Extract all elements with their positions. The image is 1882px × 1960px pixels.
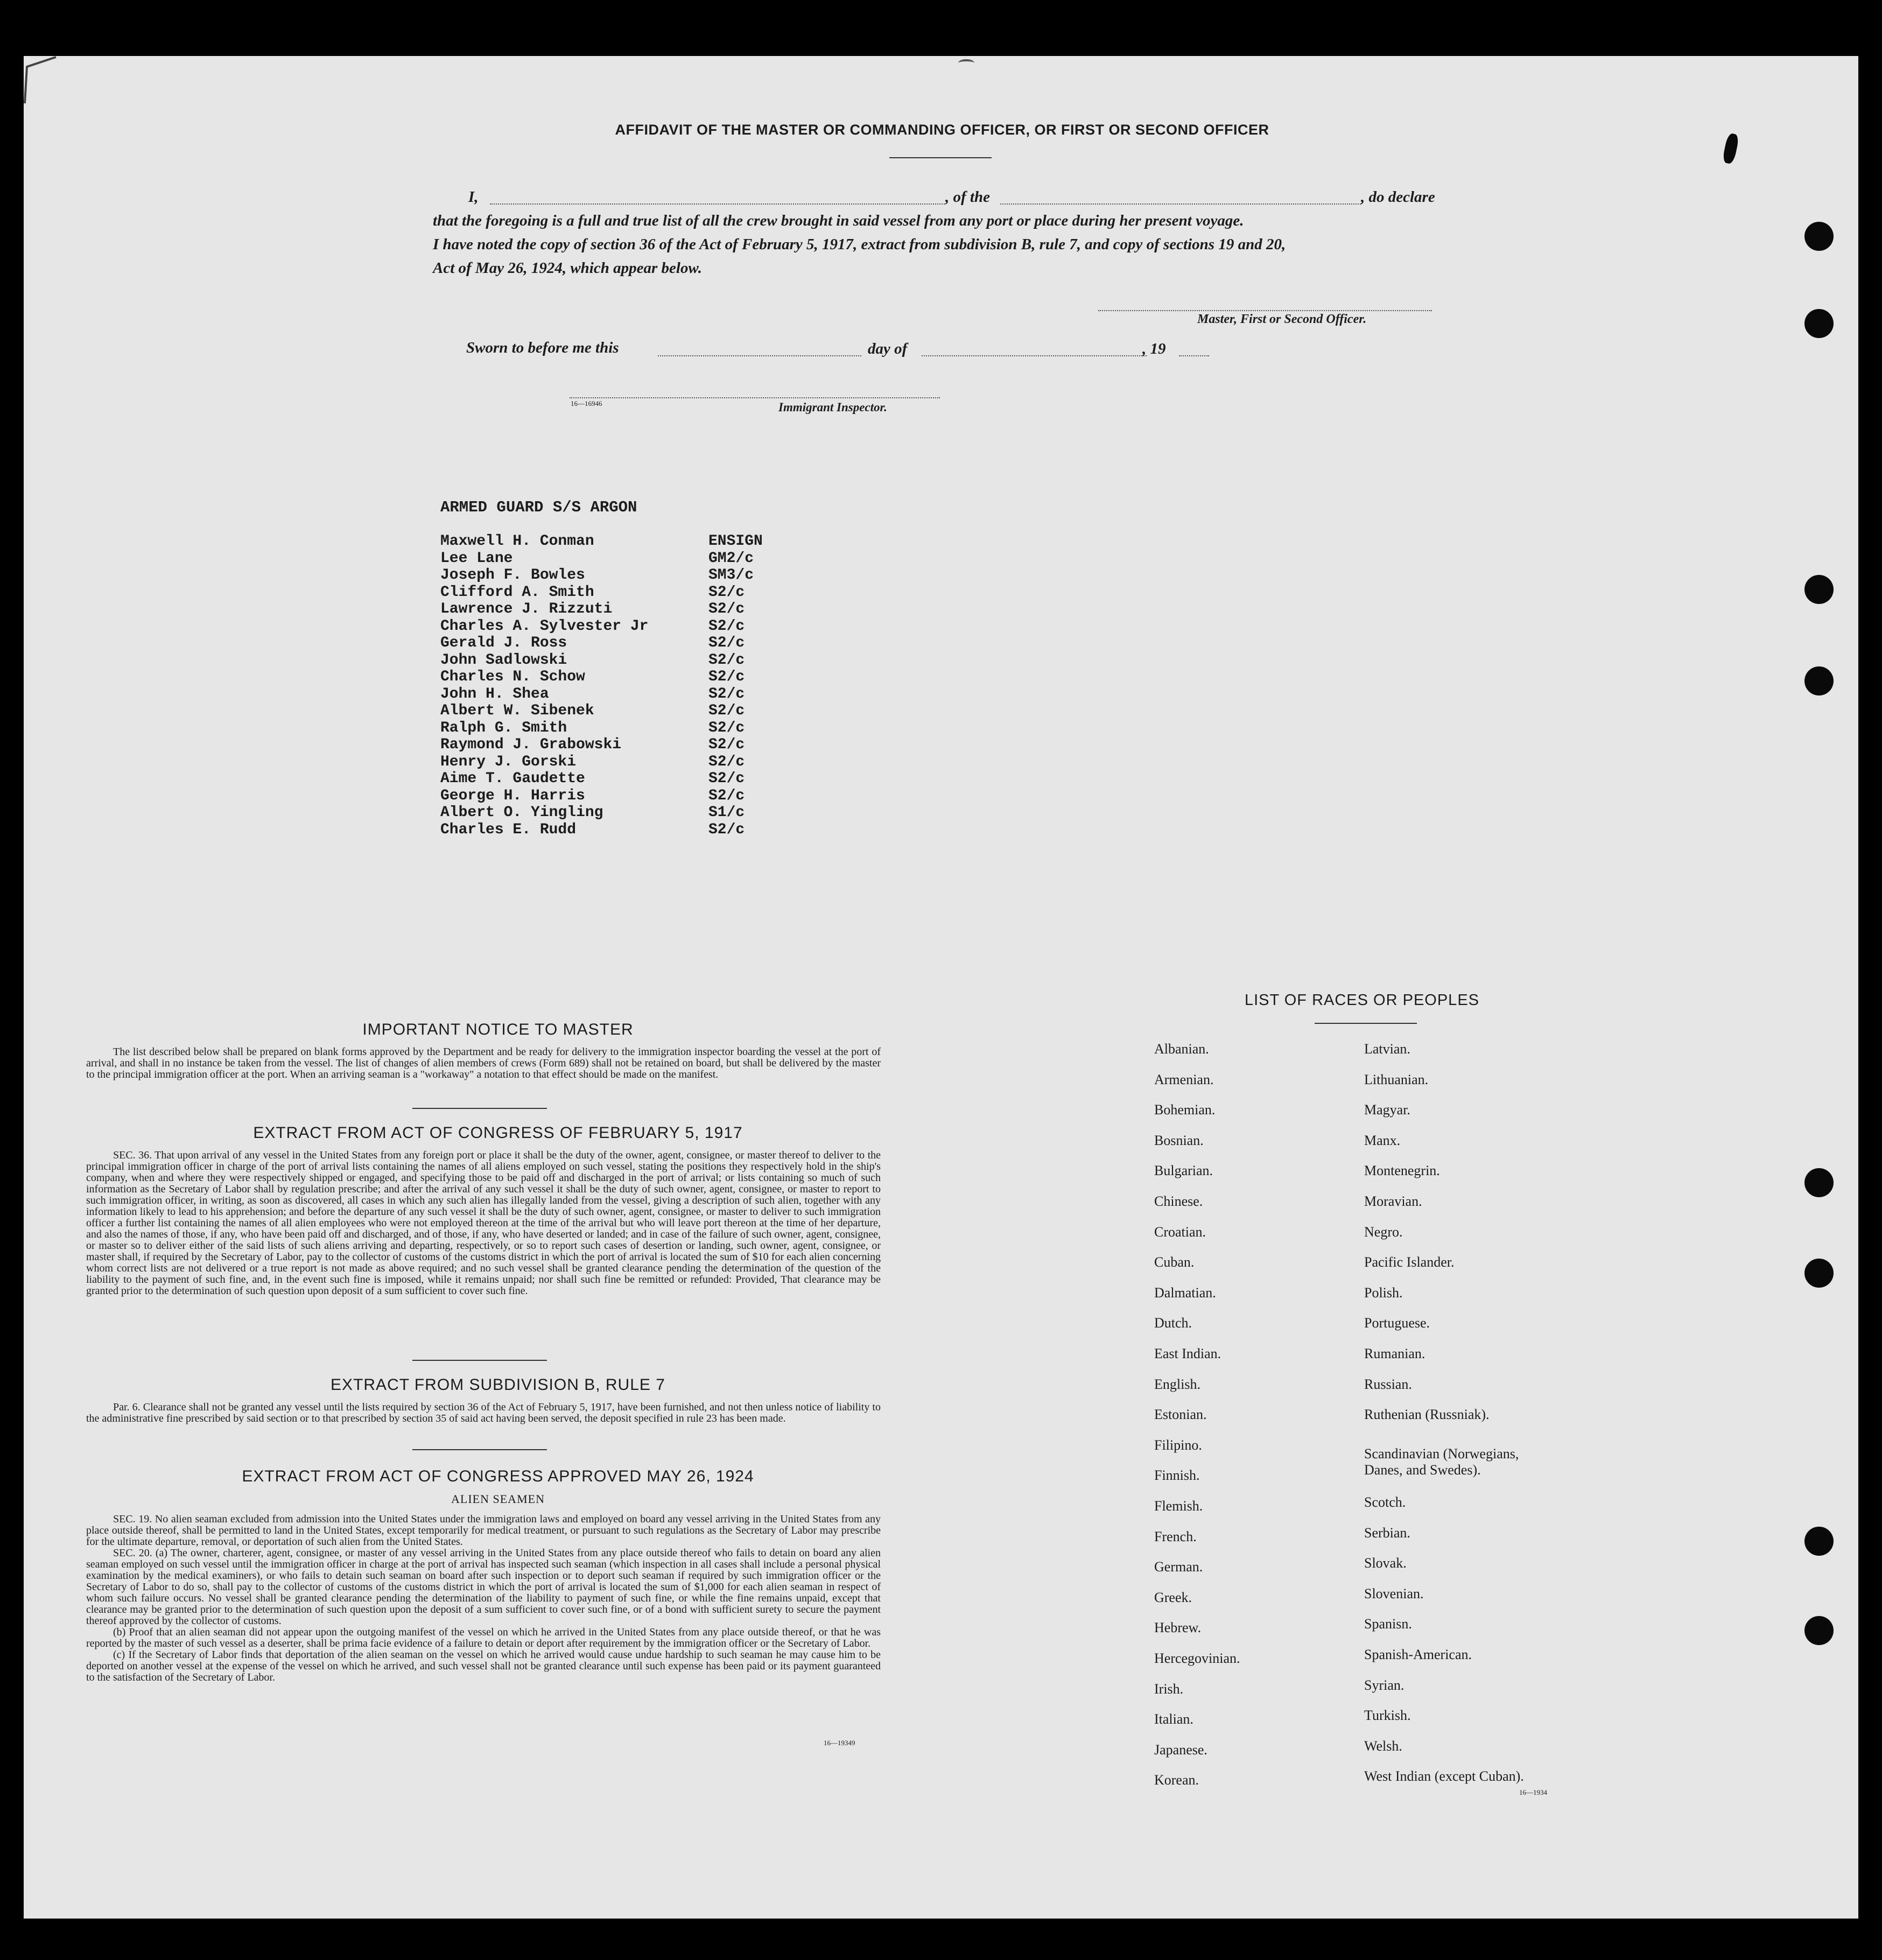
section-20b-text: (b) Proof that an alien seaman did not appear upon the outgoing manifest of the vessel on which he arrived in the United States from any place outside thereof, or that he was reported by the master of such vessel as a deserter, shall be prima facie evidence of a failure to detain or deport after requirement by the immigration officer or the Secretary of Labor. (86, 1626, 881, 1649)
inspector-label: Immigrant Inspector. (778, 401, 887, 414)
sworn-year-line[interactable] (1179, 355, 1209, 356)
race-item: Dalmatian. (1154, 1284, 1216, 1301)
crew-rate: S2/c (708, 584, 745, 601)
race-item: Ruthenian (Russniak). (1364, 1407, 1490, 1423)
crew-rate: ENSIGN (708, 533, 763, 550)
do-declare-label: , do declare (1361, 188, 1435, 206)
race-item: Bosnian. (1154, 1132, 1204, 1148)
race-item: Bulgarian. (1154, 1163, 1213, 1179)
race-item: Slovak. (1364, 1555, 1407, 1571)
race-item: Manx. (1364, 1132, 1401, 1148)
section-20a-text: SEC. 20. (a) The owner, charterer, agent, consignee, or master of any vessel arriving in the United States from any place outside thereof who fails to detain on board any alien seaman employed on such vessel until the immigration officer in charge at the port of arrival has inspected such seaman (which inspection in all cases shall include a personal physical examination by the medical examiners), or who fails to detain such seaman on board after such inspection or to deport such seaman if required by such immigration officer or the Secretary of Labor to do so, shall pay to the collector of customs of the customs district in which the port of arrival is located the sum of $1,000 for each alien seaman in respect of whom such failure occurs. No vessel shall be granted clearance pending the determination of the liability to payment of such fine, or while the fine remains unpaid, except that clearance may be granted prior to the determination of such question upon the deposit of a sum sufficient to cover such fine, or of a bond with sufficient surety to secure the payment thereof approved by the collector of customs. (86, 1547, 881, 1627)
crew-name: Charles A. Sylvester Jr (440, 617, 649, 635)
race-item: Rumanian. (1364, 1346, 1425, 1361)
races-title: LIST OF RACES OR PEOPLES (1244, 992, 1480, 1009)
race-item: Flemish. (1154, 1498, 1203, 1514)
race-item: Turkish. (1364, 1708, 1411, 1724)
crew-row (440, 702, 763, 720)
crew-rate: S2/c (708, 617, 745, 635)
divider (412, 1108, 547, 1109)
race-item: Welsh. (1364, 1738, 1402, 1754)
crew-rate: S2/c (708, 702, 745, 719)
section-19-text: SEC. 19. No alien seaman excluded from admission into the United States under the immigration laws and employed on board any vessel arriving in the United States from any place outside thereof, shall be permitted to land in the United States, except temporarily for medical treatment, or pursuant to such regulations as the Secretary of Labor may prescribe for the ultimate departure, removal, or deportation of such alien from the United States. (86, 1513, 881, 1548)
crew-row (440, 754, 763, 771)
race-item: Negro. (1364, 1224, 1403, 1240)
crew-name: Charles E. Rudd (440, 821, 577, 838)
crew-name: Aime T. Gaudette (440, 770, 585, 787)
crew-name: Lawrence J. Rizzuti (440, 601, 613, 617)
race-item: West Indian (except Cuban). (1364, 1768, 1524, 1785)
crew-row (440, 601, 763, 618)
race-item: Spanisn. (1364, 1616, 1412, 1632)
race-item: Russian. (1364, 1376, 1412, 1392)
form-code: 16—19349 (824, 1739, 855, 1747)
affidavit-line-3: Act of May 26, 1924, which appear below. (433, 259, 702, 277)
crew-rate: S2/c (708, 635, 745, 651)
crew-name: Charles N. Schow (440, 669, 585, 685)
crew-rate: SM3/c (708, 567, 754, 584)
crew-name: Gerald J. Ross (440, 635, 567, 651)
race-item: Hercegovinian. (1154, 1650, 1240, 1666)
notice-title: IMPORTANT NOTICE TO MASTER (362, 1021, 634, 1038)
crew-row (440, 770, 763, 788)
crew-row (440, 567, 763, 584)
notice-text: The list described below shall be prepared on blank forms approved by the Department and be ready for delivery to the immigration inspector boarding the vessel at the port of arrival, and shall in no instance be taken from the vessel. The list of changes of alien members of crews (Form 689) shall not be retained on board, but shall be delivered by the master to the principal immigration officer at the port. When an arriving seaman is a "workaway" a notation to that effect should be made on the manifest. (86, 1046, 881, 1080)
divider (412, 1449, 547, 1450)
crew-row (440, 669, 763, 686)
punch-hole (1804, 1616, 1834, 1645)
crew-row (440, 652, 763, 669)
crew-row (440, 686, 763, 703)
race-item: Chinese. (1154, 1193, 1203, 1209)
race-item: Hebrew. (1154, 1620, 1202, 1636)
crew-row (440, 533, 763, 550)
sworn-day-line[interactable] (658, 355, 861, 356)
vessel-name-line[interactable] (1000, 203, 1361, 205)
race-item: Pacific Islander. (1364, 1254, 1455, 1270)
vessel-label: , of the (945, 188, 990, 206)
race-item: East Indian. (1154, 1346, 1221, 1361)
crew-name: Maxwell H. Conman (440, 533, 594, 550)
crew-name: John H. Shea (440, 685, 549, 702)
crew-rate: GM2/c (708, 550, 754, 567)
crew-row (440, 584, 763, 601)
race-item: Magyar. (1364, 1102, 1410, 1118)
race-item: Syrian. (1364, 1677, 1405, 1693)
form-code: 16—1934 (1519, 1788, 1547, 1796)
crew-row (440, 720, 763, 737)
race-item: Spanish-American. (1364, 1647, 1472, 1662)
crew-rate: S2/c (708, 770, 745, 787)
divider (889, 157, 992, 158)
race-item: Cuban. (1154, 1254, 1195, 1270)
race-item: Latvian. (1364, 1041, 1410, 1057)
alien-seamen-subtitle: ALIEN SEAMEN (451, 1492, 545, 1506)
declarant-label: I, (468, 188, 479, 206)
race-item: Korean. (1154, 1772, 1199, 1788)
ink-mark (958, 59, 974, 67)
race-item: French. (1154, 1528, 1197, 1544)
race-item: Italian. (1154, 1711, 1193, 1727)
crew-name: Clifford A. Smith (440, 584, 594, 601)
crew-row (440, 821, 763, 839)
extract-1924-title: EXTRACT FROM ACT OF CONGRESS APPROVED MAY 26, 1924 (242, 1467, 754, 1485)
crew-rate: S2/c (708, 736, 745, 753)
race-item: Greek. (1154, 1589, 1192, 1605)
crew-rate: S1/c (708, 804, 745, 821)
corner-fold-mark (24, 56, 61, 104)
race-item: German. (1154, 1559, 1203, 1575)
divider (412, 1360, 547, 1361)
crew-list (440, 533, 763, 838)
crew-name: John Sadlowski (440, 651, 567, 669)
crew-row (440, 736, 763, 754)
punch-hole (1804, 1527, 1834, 1556)
race-item: Serbian. (1364, 1525, 1410, 1541)
crew-row (440, 788, 763, 805)
race-item: Finnish. (1154, 1467, 1200, 1484)
year-label: , 19 (1142, 340, 1166, 357)
sworn-label: Sworn to before me this (466, 339, 619, 356)
crew-name: Ralph G. Smith (440, 719, 567, 736)
affidavit-title: AFFIDAVIT OF THE MASTER OR COMMANDING OFFICER, OR FIRST OR SECOND OFFICER (615, 122, 1269, 138)
race-item: Irish. (1154, 1681, 1184, 1697)
crew-rate: S2/c (708, 787, 745, 804)
extract-1917-text: SEC. 36. That upon arrival of any vessel in the United States from any foreign port or place it shall be the duty of the owner, agent, consignee, or master thereof to deliver to the principal immigration officer in charge of the port of arrival lists containing the names of all aliens employed on such vessel, stating the positions they respectively hold in the ship's company, when and where they were respectively shipped or engaged, and specifying those to be paid off and discharged in the port of arrival; or lists containing so much of such information as the Secretary of Labor shall by regulation prescribe; and after the arrival of any such vessel it shall be the duty of such owner, agent, consignee, or master to report to such immigration officer, in writing, as soon as discovered, all cases in which any such alien has illegally landed from the vessel, giving a description of such alien, together with any information likely to lead to his apprehension; and before the departure of any such vessel it shall be the duty of such owner, agent, consignee, or master to deliver to such immigration officer a further list containing the names of all alien employees who were not employed thereon at the time of the arrival but who will leave port thereon at the time of her departure, and also the names of those, if any, who have been paid off and discharged, and of those, if any, who have deserted or landed; and in case of the failure of such owner, agent, consignee, or master so to deliver either of the said lists of such aliens arriving and departing, respectively, or so to report such cases of desertion or landing, such owner, agent, consignee, or master shall, if required by the Secretary of Labor, pay to the collector of customs of the customs district in which the port of arrival is located the sum of $10 for each alien concerning whom correct lists are not delivered or a true report is not made as above required; and no such vessel shall be granted clearance pending the determination of the question of the liability to the payment of such fine, and, in the event such fine is imposed, while it remains unpaid; nor shall such fine be remitted or refunded: Provided, That clearance may be granted prior to the determination of such question upon deposit of a sum sufficient to cover such fine. (86, 1149, 881, 1297)
crew-rate: S2/c (708, 651, 745, 669)
race-item: Polish. (1364, 1284, 1403, 1301)
extract-1917-title: EXTRACT FROM ACT OF CONGRESS OF FEBRUARY 5, 1917 (253, 1124, 743, 1142)
form-code: 16—16946 (571, 399, 602, 408)
punch-hole (1804, 222, 1834, 251)
crew-row (440, 804, 763, 821)
crew-name: Joseph F. Bowles (440, 567, 585, 584)
crew-rate: S2/c (708, 821, 745, 838)
race-item: Slovenian. (1364, 1585, 1424, 1601)
race-item: Dutch. (1154, 1315, 1192, 1331)
race-item: Estonian. (1154, 1407, 1207, 1423)
race-item: English. (1154, 1376, 1200, 1392)
punch-hole (1804, 309, 1834, 338)
crew-rate: S2/c (708, 601, 745, 617)
rule7-title: EXTRACT FROM SUBDIVISION B, RULE 7 (331, 1376, 665, 1394)
crew-rate: S2/c (708, 753, 745, 770)
affidavit-line-2: I have noted the copy of section 36 of the Act of February 5, 1917, extract from subdivision B, rule 7, and copy of sections 19 and 20, (433, 236, 1286, 253)
crew-row (440, 618, 763, 635)
race-item: Scandinavian (Norwegians, (1364, 1446, 1519, 1462)
race-item: Portuguese. (1364, 1315, 1430, 1331)
day-of-label: day of (868, 340, 908, 357)
race-item: Filipino. (1154, 1437, 1202, 1453)
crew-row (440, 635, 763, 652)
section-20c-text: (c) If the Secretary of Labor finds that deportation of the alien seaman on the vessel on which he arrived would cause undue hardship to such seaman he may cause him to be deported on another vessel at the expense of the vessel on which he arrived, and such vessel shall not be granted clearance until such expense has been paid or its payment guaranteed to the satisfaction of the Secretary of Labor. (86, 1649, 881, 1683)
crew-name: Raymond J. Grabowski (440, 736, 622, 753)
declarant-name-line[interactable] (490, 203, 945, 205)
crew-heading: ARMED GUARD S/S ARGON (440, 498, 637, 516)
punch-hole (1804, 666, 1834, 696)
crew-name: Lee Lane (440, 550, 513, 567)
crew-rate: S2/c (708, 685, 745, 702)
rule7-text: Par. 6. Clearance shall not be granted any vessel until the lists required by section 36 of the Act of February 5, 1917, have been furnished, and not then unless notice of liability to the administrative fine prescribed by said section or to that prescribed by section 35 of said act having been served, the deposit specified in rule 23 has been made. (86, 1401, 881, 1424)
crew-rate: S2/c (708, 669, 745, 685)
divider (1315, 1023, 1417, 1024)
inspector-signature-line[interactable] (570, 397, 940, 398)
signature-label: Master, First or Second Officer. (1197, 312, 1367, 326)
punch-hole (1804, 575, 1834, 604)
race-item: Scotch. (1364, 1494, 1406, 1510)
crew-name: Albert O. Yingling (440, 804, 603, 821)
crew-name: George H. Harris (440, 787, 585, 804)
race-item: Bohemian. (1154, 1102, 1216, 1118)
race-item: Croatian. (1154, 1224, 1206, 1240)
race-item: Danes, and Swedes). (1364, 1462, 1481, 1478)
race-item: Armenian. (1154, 1071, 1214, 1087)
affidavit-line-1: that the foregoing is a full and true list of all the crew brought in said vessel from any port or place during her present voyage. (433, 212, 1244, 229)
crew-name: Albert W. Sibenek (440, 702, 594, 719)
race-item: Albanian. (1154, 1041, 1209, 1057)
race-item: Moravian. (1364, 1193, 1422, 1209)
signature-line[interactable] (1098, 310, 1432, 311)
crew-row (440, 550, 763, 567)
race-item: Japanese. (1154, 1741, 1207, 1758)
race-item: Montenegrin. (1364, 1163, 1440, 1179)
crew-name: Henry J. Gorski (440, 753, 577, 770)
punch-hole (1804, 1259, 1834, 1288)
race-item: Lithuanian. (1364, 1071, 1429, 1087)
extract-1924-text (86, 1514, 881, 1683)
crew-rate: S2/c (708, 719, 745, 736)
punch-hole (1804, 1168, 1834, 1197)
sworn-month-line[interactable] (922, 355, 1147, 356)
